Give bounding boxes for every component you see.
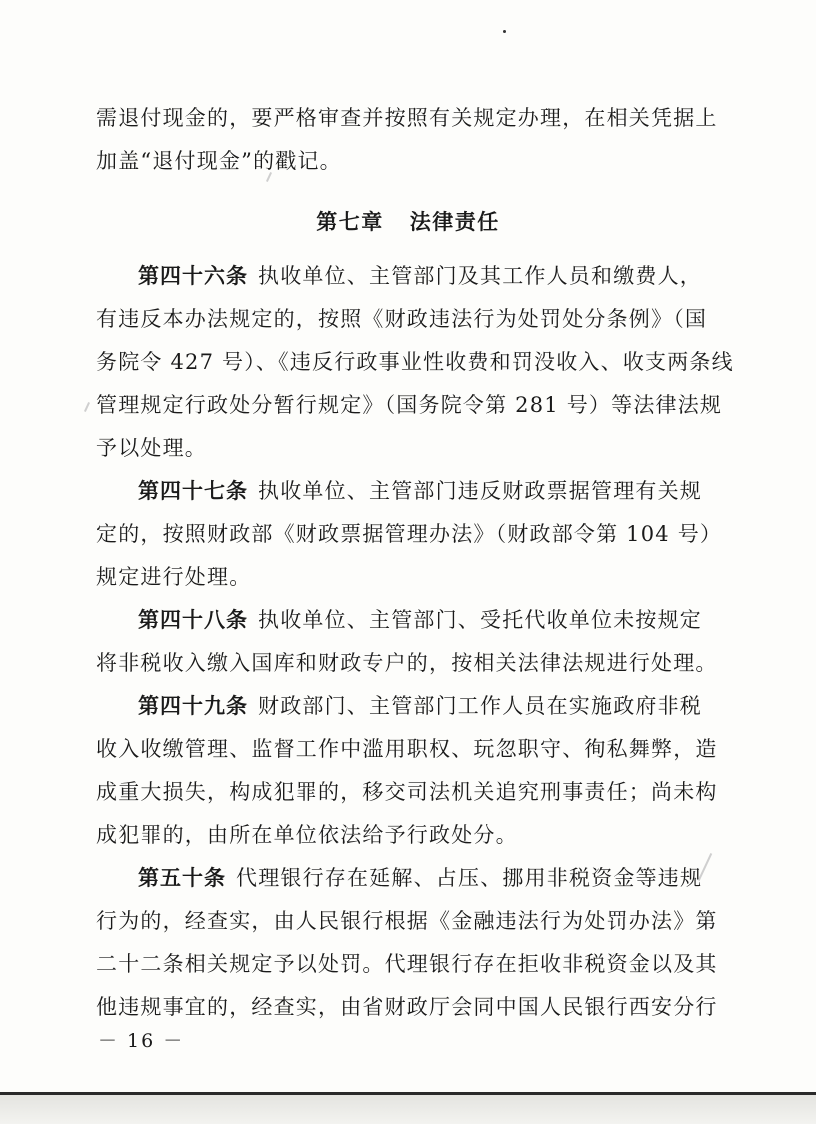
article-text: 财政部门、主管部门工作人员在实施政府非税	[258, 694, 702, 718]
body-line: 予以处理。	[96, 436, 207, 460]
chapter-heading	[0, 208, 816, 236]
article-first-line	[138, 262, 702, 290]
article-first-line	[138, 864, 703, 892]
body-line: 加盖“退付现金”的戳记。	[96, 149, 342, 173]
body-line: 收入收缴管理、监督工作中滥用职权、玩忽职守、徇私舞弊，造	[96, 737, 718, 761]
article-first-line	[138, 692, 702, 720]
body-line: 需退付现金的，要严格审查并按照有关规定办理，在相关凭据上	[96, 106, 718, 130]
article-first-line	[138, 477, 702, 505]
body-line: 成犯罪的，由所在单位依法给予行政处分。	[96, 823, 518, 847]
body-line: 二十二条相关规定予以处罚。代理银行存在拒收非税资金以及其	[96, 952, 718, 976]
body-line: 有违反本办法规定的，按照《财政违法行为处罚处分条例》（国	[96, 307, 708, 331]
article-first-line	[138, 606, 702, 634]
page-number: － 16 －	[98, 1030, 185, 1052]
article-text: 执收单位、主管部门、受托代收单位未按规定	[258, 608, 702, 632]
body-line: 成重大损失，构成犯罪的，移交司法机关追究刑事责任；尚未构	[96, 780, 718, 804]
article-title: 第四十六条	[138, 264, 248, 288]
scan-edge-shadow	[0, 1095, 816, 1124]
body-line: 行为的，经查实，由人民银行根据《金融违法行为处罚办法》第	[96, 909, 718, 933]
article-title: 第四十九条	[138, 694, 248, 718]
scan-speck	[84, 402, 90, 412]
scan-speck	[503, 30, 506, 33]
body-line: 管理规定行政处分暂行规定》（国务院令第 281 号）等法律法规	[96, 393, 723, 417]
body-line: 将非税收入缴入国库和财政专户的，按相关法律法规进行处理。	[96, 651, 718, 675]
chapter-title: 法律责任	[409, 210, 500, 234]
article-text: 代理银行存在延解、占压、挪用非税资金等违规	[236, 866, 703, 890]
article-title: 第四十八条	[138, 608, 248, 632]
article-title: 第五十条	[138, 866, 226, 890]
body-line: 他违规事宜的，经查实，由省财政厅会同中国人民银行西安分行	[96, 995, 718, 1019]
chapter-number: 第七章	[316, 210, 384, 234]
article-title: 第四十七条	[138, 479, 248, 503]
body-line: 务院令 427 号）、《违反行政事业性收费和罚没收入、收支两条线	[96, 350, 734, 374]
article-text: 执收单位、主管部门及其工作人员和缴费人，	[258, 264, 702, 288]
article-text: 执收单位、主管部门违反财政票据管理有关规	[258, 479, 702, 503]
body-line: 规定进行处理。	[96, 565, 252, 589]
body-line: 定的，按照财政部《财政票据管理办法》（财政部令第 104 号）	[96, 522, 723, 546]
